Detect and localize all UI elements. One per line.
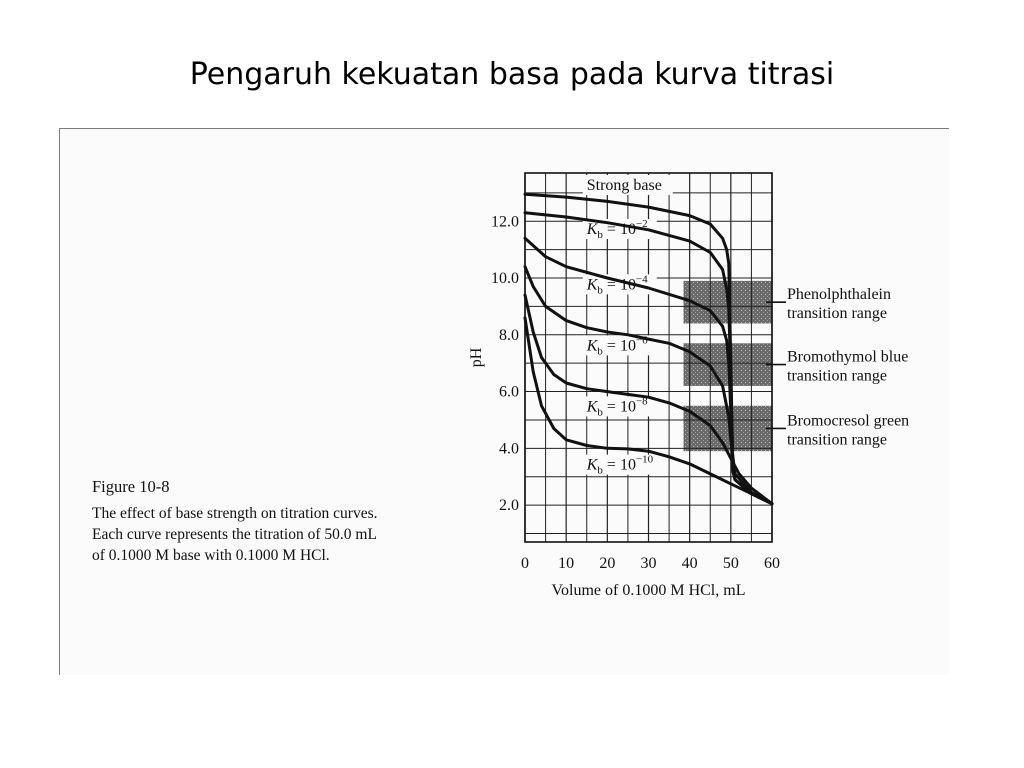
titration-chart: [60, 129, 949, 675]
y-tick-label: 12.0: [491, 213, 519, 231]
y-tick-label: 10.0: [491, 270, 519, 288]
figure-label: Figure 10-8: [92, 477, 170, 496]
x-tick-label: 40: [681, 555, 698, 572]
indicator-label: Bromocresol green: [787, 412, 910, 430]
indicator-label-sub: transition range: [787, 305, 887, 323]
curve-label-2: $K_b = 10^{-2}$: [586, 218, 648, 242]
y-tick-label: 4.0: [499, 440, 519, 458]
slide-title: Pengaruh kekuatan basa pada kurva titrasi: [189, 57, 835, 92]
x-tick-label: 50: [722, 555, 739, 572]
curve-label-1: Strong base: [586, 177, 662, 195]
indicator-label-sub: transition range: [787, 367, 887, 385]
curve-label-6: $K_b = 10^{-10}$: [586, 453, 654, 477]
curve-label-3: $K_b = 10^{-4}$: [586, 273, 648, 297]
y-tick-label: 8.0: [499, 326, 519, 344]
x-axis-label: Volume of 0.1000 M HCl, mL: [551, 582, 746, 599]
curve-label-5: $K_b = 10^{-8}$: [586, 395, 648, 419]
figure-panel: [59, 128, 949, 675]
x-tick-label: 60: [764, 555, 780, 572]
x-tick-label: 0: [521, 555, 529, 572]
indicator-label-sub: transition range: [787, 431, 887, 449]
x-tick-label: 30: [640, 555, 657, 572]
x-tick-label: 20: [599, 555, 616, 572]
indicator-label: Bromothymol blue: [787, 348, 909, 366]
y-tick-label: 6.0: [499, 383, 519, 401]
x-tick-label: 10: [558, 555, 575, 572]
curve-label-4: $K_b = 10^{-6}$: [586, 334, 648, 358]
y-axis-label: pH: [468, 347, 485, 368]
indicator-label: Phenolphthalein: [787, 286, 891, 304]
figure-caption-text: The effect of base strength on titration curves. Each curve represents the titration of 50.0 mL of 0.1000 M base with 0.1000 M HCl.: [92, 505, 378, 564]
y-tick-label: 2.0: [499, 497, 519, 515]
